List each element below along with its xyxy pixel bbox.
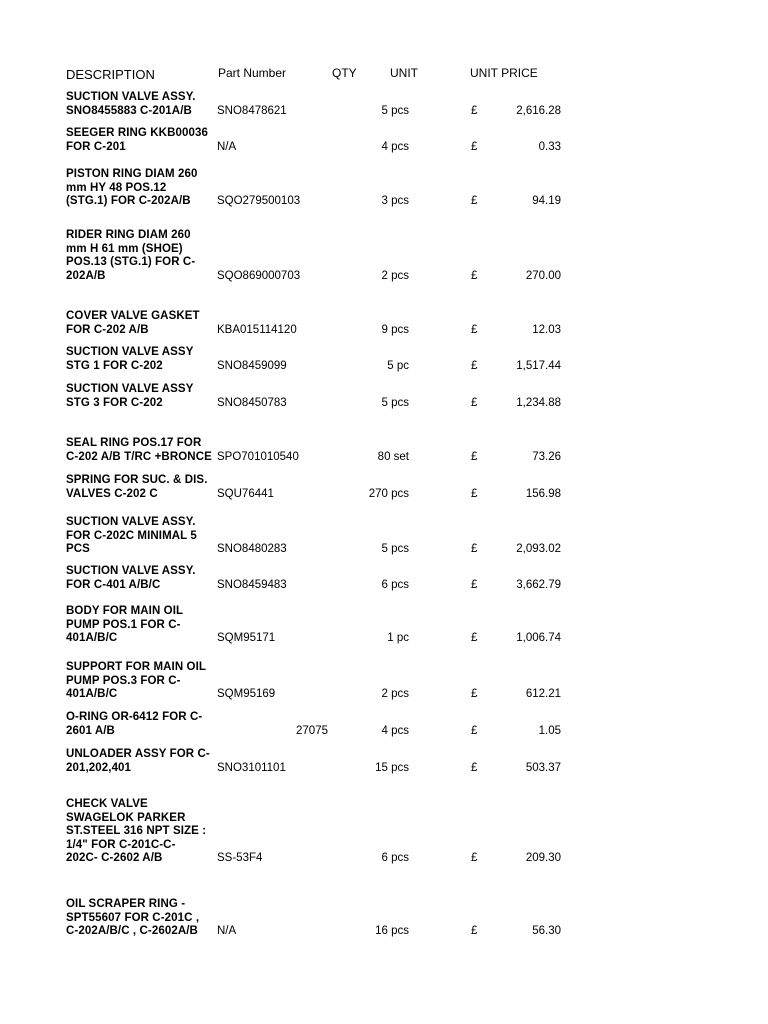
part-number: SNO8459483 bbox=[217, 578, 287, 591]
description-line: 401A/B/C bbox=[66, 632, 118, 644]
description-line: FOR C-401 A/B/C bbox=[66, 578, 161, 591]
unit-price: 2,616.28 bbox=[516, 104, 561, 117]
description-line: C-202A/B/C , C-2602A/B bbox=[66, 925, 198, 937]
description-line: SUCTION VALVE ASSY. bbox=[66, 565, 196, 577]
currency-symbol: £ bbox=[471, 104, 478, 117]
item-description bbox=[66, 437, 216, 464]
description-line: 202A/B bbox=[66, 269, 106, 282]
description-line: SWAGELOK PARKER bbox=[66, 811, 186, 824]
description-line: ST.STEEL 316 NPT SIZE : bbox=[66, 825, 207, 837]
item-description bbox=[66, 661, 216, 702]
item-description bbox=[66, 711, 216, 738]
quantity-unit: 2 pcs bbox=[381, 269, 409, 282]
description-line: SUPPORT FOR MAIN OIL bbox=[66, 661, 206, 673]
part-number: SS-53F4 bbox=[217, 852, 263, 864]
part-number: KBA015114120 bbox=[217, 323, 297, 336]
unit-price: 1.05 bbox=[538, 724, 561, 737]
item-description bbox=[66, 127, 216, 154]
part-number: SNO8459099 bbox=[217, 359, 287, 372]
description-line: OIL SCRAPER RING - bbox=[66, 898, 186, 910]
quantity-unit: 270 pcs bbox=[368, 487, 409, 500]
currency-symbol: £ bbox=[471, 450, 478, 463]
header-unit: UNIT bbox=[390, 66, 418, 80]
currency-symbol: £ bbox=[471, 323, 478, 336]
description-line: PUMP POS.1 FOR C- bbox=[66, 618, 181, 631]
unit-price: 270.00 bbox=[525, 269, 561, 282]
unit-price: 12.03 bbox=[532, 323, 561, 336]
unit-price: 2,093.02 bbox=[516, 543, 561, 555]
quantity-unit: 5 pcs bbox=[381, 543, 409, 555]
description-line: SPRING FOR SUC. & DIS. bbox=[66, 474, 208, 486]
description-line: (STG.1) FOR C-202A/B bbox=[66, 195, 191, 207]
currency-symbol: £ bbox=[471, 761, 478, 774]
unit-price: 56.30 bbox=[532, 925, 561, 937]
part-number: SQU76441 bbox=[217, 487, 274, 500]
description-line: RIDER RING DIAM 260 bbox=[66, 229, 191, 241]
description-line: BODY FOR MAIN OIL bbox=[66, 605, 184, 617]
quantity-unit: 2 pcs bbox=[381, 688, 409, 700]
description-line: SEEGER RING KKB00036 bbox=[66, 127, 208, 139]
currency-symbol: £ bbox=[471, 396, 478, 409]
part-number: SQO279500103 bbox=[217, 195, 301, 207]
quantity-unit: 3 pcs bbox=[381, 195, 409, 207]
description-line: SUCTION VALVE ASSY. bbox=[66, 516, 196, 528]
part-number: SNO8450783 bbox=[217, 396, 287, 409]
quantity-unit: 5 pcs bbox=[381, 396, 409, 409]
description-line: PCS bbox=[66, 543, 90, 555]
description-line: SUCTION VALVE ASSY bbox=[66, 383, 194, 395]
currency-symbol: £ bbox=[471, 578, 478, 591]
item-description bbox=[66, 898, 216, 939]
unit-price: 1,517.44 bbox=[516, 359, 561, 372]
quantity-unit: 9 pcs bbox=[381, 323, 409, 336]
description-line: UNLOADER ASSY FOR C- bbox=[66, 748, 210, 760]
unit-price: 0.33 bbox=[538, 140, 561, 153]
unit-price: 612.21 bbox=[525, 688, 561, 700]
description-line: VALVES C-202 C bbox=[66, 487, 158, 500]
description-line: SPT55607 FOR C-201C , bbox=[66, 911, 200, 924]
quantity-unit: 4 pcs bbox=[381, 724, 409, 737]
description-line: FOR C-201 bbox=[66, 140, 126, 153]
item-description bbox=[66, 383, 216, 410]
part-number: SQM95171 bbox=[217, 632, 276, 644]
part-number: 27075 bbox=[296, 724, 328, 737]
item-description bbox=[66, 168, 216, 209]
item-description bbox=[66, 310, 216, 337]
unit-price: 156.98 bbox=[525, 487, 561, 500]
currency-symbol: £ bbox=[471, 269, 478, 282]
unit-price: 1,234.88 bbox=[516, 396, 561, 409]
description-line: 1/4" FOR C-201C-C- bbox=[66, 838, 176, 851]
unit-price: 503.37 bbox=[525, 761, 561, 774]
description-line: FOR C-202C MINIMAL 5 bbox=[66, 529, 197, 542]
item-description bbox=[66, 229, 216, 283]
unit-price: 209.30 bbox=[525, 852, 561, 864]
unit-price: 3,662.79 bbox=[516, 578, 561, 591]
header-qty: QTY bbox=[332, 66, 357, 80]
item-description bbox=[66, 605, 216, 646]
description-line: O-RING OR-6412 FOR C- bbox=[66, 711, 203, 723]
description-line: FOR C-202 A/B bbox=[66, 323, 149, 336]
item-description bbox=[66, 91, 216, 118]
unit-price: 1,006.74 bbox=[516, 632, 561, 644]
currency-symbol: £ bbox=[471, 195, 478, 207]
unit-price: 73.26 bbox=[532, 450, 561, 463]
part-number: SQM95169 bbox=[217, 688, 276, 700]
quantity-unit: 1 pc bbox=[387, 632, 409, 644]
currency-symbol: £ bbox=[471, 359, 478, 372]
part-number: SPO701010540 bbox=[217, 450, 299, 463]
description-line: PUMP POS.3 FOR C- bbox=[66, 674, 181, 687]
currency-symbol: £ bbox=[471, 140, 478, 153]
description-line: SUCTION VALVE ASSY. bbox=[66, 91, 196, 103]
currency-symbol: £ bbox=[471, 852, 478, 864]
description-line: mm HY 48 POS.12 bbox=[66, 181, 167, 194]
quantity-unit: 15 pcs bbox=[375, 761, 409, 774]
description-line: STG 1 FOR C-202 bbox=[66, 359, 163, 372]
currency-symbol: £ bbox=[471, 925, 478, 937]
description-line: COVER VALVE GASKET bbox=[66, 310, 200, 322]
item-description bbox=[66, 748, 216, 775]
unit-price: 94.19 bbox=[532, 195, 561, 207]
description-line: STG 3 FOR C-202 bbox=[66, 396, 163, 409]
description-line: SNO8455883 C-201A/B bbox=[66, 104, 192, 117]
description-line: C-202 A/B T/RC +BRONCE bbox=[66, 450, 212, 463]
description-line: 401A/B/C bbox=[66, 688, 118, 700]
description-line: 202C- C-2602 A/B bbox=[66, 852, 163, 864]
currency-symbol: £ bbox=[471, 487, 478, 500]
item-description bbox=[66, 798, 216, 866]
quantity-unit: 6 pcs bbox=[381, 578, 409, 591]
part-number: N/A bbox=[217, 140, 237, 153]
quantity-unit: 16 pcs bbox=[375, 925, 409, 937]
item-description bbox=[66, 516, 216, 557]
description-line: PISTON RING DIAM 260 bbox=[66, 168, 198, 180]
description-line: POS.13 (STG.1) FOR C- bbox=[66, 256, 196, 268]
description-line: SUCTION VALVE ASSY bbox=[66, 346, 194, 358]
part-number: N/A bbox=[217, 925, 237, 937]
header-description: DESCRIPTION bbox=[66, 67, 155, 82]
quantity-unit: 80 set bbox=[377, 450, 409, 463]
header-unit-price: UNIT PRICE bbox=[470, 66, 538, 80]
quantity-unit: 4 pcs bbox=[381, 140, 409, 153]
part-number: SNO3101101 bbox=[217, 761, 286, 774]
part-number: SQO869000703 bbox=[217, 269, 301, 282]
currency-symbol: £ bbox=[471, 724, 478, 737]
quantity-unit: 5 pcs bbox=[381, 104, 409, 117]
quantity-unit: 5 pc bbox=[387, 359, 409, 372]
description-line: 201,202,401 bbox=[66, 761, 132, 774]
currency-symbol: £ bbox=[471, 632, 478, 644]
header-part-number: Part Number bbox=[218, 66, 287, 80]
item-description bbox=[66, 346, 216, 373]
quantity-unit: 6 pcs bbox=[381, 852, 409, 864]
item-description bbox=[66, 474, 216, 501]
currency-symbol: £ bbox=[471, 688, 478, 700]
currency-symbol: £ bbox=[471, 543, 478, 555]
description-line: mm H 61 mm (SHOE) bbox=[66, 242, 183, 255]
part-number: SNO8480283 bbox=[217, 543, 287, 555]
item-description bbox=[66, 565, 216, 592]
description-line: CHECK VALVE bbox=[66, 798, 148, 810]
description-line: SEAL RING POS.17 FOR bbox=[66, 437, 202, 449]
description-line: 2601 A/B bbox=[66, 724, 115, 737]
part-number: SNO8478621 bbox=[217, 104, 287, 117]
